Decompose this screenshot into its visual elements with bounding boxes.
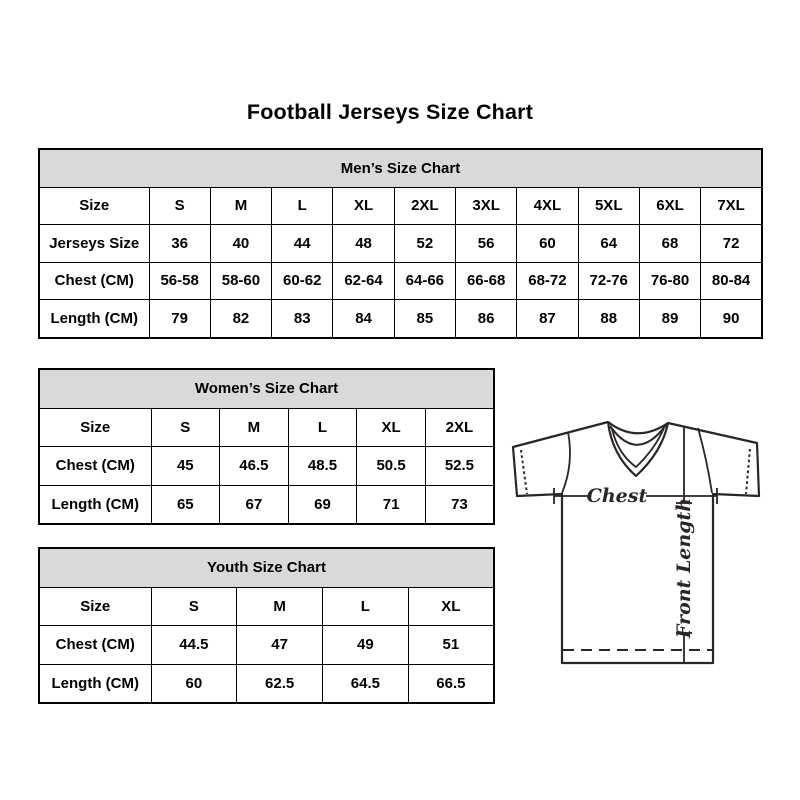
value-cell: 68	[639, 225, 700, 263]
value-cell: M	[210, 187, 271, 225]
value-cell: M	[220, 408, 289, 447]
value-cell: 7XL	[701, 187, 762, 225]
jersey-outline-shape	[513, 422, 759, 663]
row-label-cell: Size	[39, 187, 149, 225]
table-row	[39, 262, 762, 300]
table-header-row	[39, 548, 494, 587]
value-cell: XL	[333, 187, 394, 225]
table-row	[39, 447, 494, 486]
value-cell: 76-80	[639, 262, 700, 300]
womens-table-title: Women’s Size Chart	[39, 369, 494, 408]
value-cell: 58-60	[210, 262, 271, 300]
table-row	[39, 587, 494, 626]
table-row	[39, 664, 494, 703]
value-cell: 89	[639, 300, 700, 338]
value-cell: 64-66	[394, 262, 455, 300]
value-cell: L	[288, 408, 357, 447]
value-cell: 52	[394, 225, 455, 263]
row-label-cell: Length (CM)	[39, 664, 151, 703]
value-cell: 60	[151, 664, 237, 703]
value-cell: 56	[455, 225, 516, 263]
value-cell: 48.5	[288, 447, 357, 486]
row-label-cell: Length (CM)	[39, 300, 149, 338]
value-cell: 88	[578, 300, 639, 338]
value-cell: 68-72	[517, 262, 578, 300]
youth-size-table	[38, 547, 495, 704]
value-cell: 72	[701, 225, 762, 263]
value-cell: 64	[578, 225, 639, 263]
row-label-cell: Chest (CM)	[39, 262, 149, 300]
value-cell: 65	[151, 485, 220, 524]
page-title: Football Jerseys Size Chart	[246, 100, 534, 124]
row-label-cell: Chest (CM)	[39, 626, 151, 665]
value-cell: 72-76	[578, 262, 639, 300]
value-cell: 85	[394, 300, 455, 338]
value-cell: 3XL	[455, 187, 516, 225]
value-cell: 56-58	[149, 262, 210, 300]
value-cell: 66-68	[455, 262, 516, 300]
womens-size-table	[38, 368, 495, 525]
row-label-cell: Jerseys Size	[39, 225, 149, 263]
value-cell: 45	[151, 447, 220, 486]
value-cell: 49	[323, 626, 409, 665]
chest-label: Chest	[586, 485, 648, 507]
row-label-cell: Length (CM)	[39, 485, 151, 524]
value-cell: 52.5	[425, 447, 494, 486]
value-cell: 82	[210, 300, 271, 338]
value-cell: 80-84	[701, 262, 762, 300]
table-row	[39, 300, 762, 338]
jersey-measurement-diagram	[500, 400, 780, 690]
value-cell: 84	[333, 300, 394, 338]
value-cell: S	[151, 408, 220, 447]
table-row	[39, 225, 762, 263]
value-cell: 69	[288, 485, 357, 524]
value-cell: 6XL	[639, 187, 700, 225]
value-cell: 46.5	[220, 447, 289, 486]
value-cell: 73	[425, 485, 494, 524]
value-cell: S	[149, 187, 210, 225]
value-cell: 62.5	[237, 664, 323, 703]
value-cell: 64.5	[323, 664, 409, 703]
row-label-cell: Size	[39, 408, 151, 447]
value-cell: XL	[357, 408, 426, 447]
value-cell: 48	[333, 225, 394, 263]
value-cell: 50.5	[357, 447, 426, 486]
value-cell: 79	[149, 300, 210, 338]
value-cell: 44	[272, 225, 333, 263]
value-cell: XL	[408, 587, 494, 626]
value-cell: 47	[237, 626, 323, 665]
mens-table-title: Men’s Size Chart	[39, 149, 762, 187]
value-cell: M	[237, 587, 323, 626]
table-row	[39, 187, 762, 225]
value-cell: 66.5	[408, 664, 494, 703]
value-cell: 83	[272, 300, 333, 338]
value-cell: 62-64	[333, 262, 394, 300]
value-cell: 40	[210, 225, 271, 263]
value-cell: 71	[357, 485, 426, 524]
value-cell: 2XL	[425, 408, 494, 447]
value-cell: 87	[517, 300, 578, 338]
value-cell: 51	[408, 626, 494, 665]
row-label-cell: Size	[39, 587, 151, 626]
table-row	[39, 485, 494, 524]
value-cell: 86	[455, 300, 516, 338]
value-cell: 44.5	[151, 626, 237, 665]
value-cell: 5XL	[578, 187, 639, 225]
youth-table-title: Youth Size Chart	[39, 548, 494, 587]
table-row	[39, 626, 494, 665]
table-row	[39, 408, 494, 447]
value-cell: L	[272, 187, 333, 225]
row-label-cell: Chest (CM)	[39, 447, 151, 486]
value-cell: 60-62	[272, 262, 333, 300]
value-cell: 2XL	[394, 187, 455, 225]
table-header-row	[39, 149, 762, 187]
value-cell: 36	[149, 225, 210, 263]
table-header-row	[39, 369, 494, 408]
value-cell: L	[323, 587, 409, 626]
front-length-label: Front Length	[673, 497, 695, 639]
value-cell: 60	[517, 225, 578, 263]
value-cell: 90	[701, 300, 762, 338]
mens-size-table	[38, 148, 763, 339]
value-cell: 67	[220, 485, 289, 524]
value-cell: 4XL	[517, 187, 578, 225]
value-cell: S	[151, 587, 237, 626]
